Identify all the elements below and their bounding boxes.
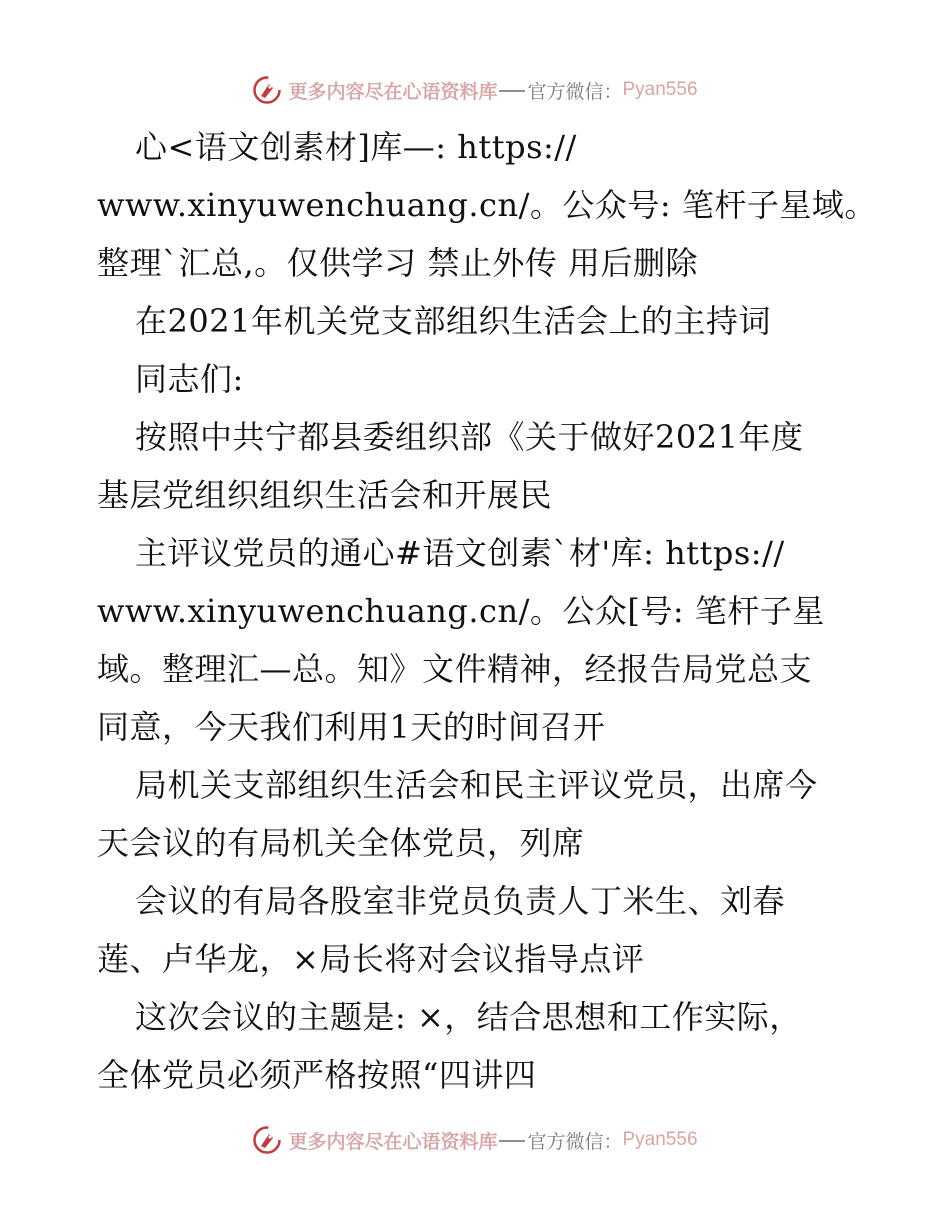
pen-nib-circle-icon — [252, 1125, 282, 1155]
banner-dash — [499, 90, 525, 92]
body-line: 域。整理汇—总。知》文件精神，经报告局党总支 — [97, 650, 813, 688]
body-line: www.xinyuwenchuang.cn/。公众[号: 笔杆子星 — [97, 592, 825, 630]
body-line: 主评议党员的通心#语文创素`材'库: https:// — [135, 534, 785, 572]
body-line: 局机关支部组织生活会和民主评议党员，出席今 — [135, 766, 818, 804]
header-watermark-banner — [0, 72, 950, 108]
document-body — [97, 118, 877, 1104]
body-line: 全体党员必须严格按照“四讲四 — [97, 1056, 537, 1094]
body-line: www.xinyuwenchuang.cn/。公众号: 笔杆子星域。 — [97, 186, 877, 224]
body-line: 心<语文创素材]库—: https:// — [135, 128, 577, 166]
footer-watermark-banner — [0, 1122, 950, 1158]
body-line: 同意，今天我们利用1天的时间召开 — [97, 708, 606, 746]
document-title: 在2021年机关党支部组织生活会上的主持词 — [135, 302, 771, 340]
body-line: 这次会议的主题是: ×，结合思想和工作实际， — [135, 998, 802, 1036]
body-line: 基层党组织组织生活会和开展民 — [97, 476, 553, 514]
banner-main-text: 更多内容尽在心语资料库 — [288, 1130, 498, 1153]
body-line: 莲、卢华龙，×局长将对会议指导点评 — [97, 940, 645, 978]
banner-sub-text: 官方微信： — [527, 1130, 623, 1153]
banner-account-id: Pyan556 — [622, 79, 698, 100]
banner-dash — [499, 1140, 525, 1142]
pen-nib-circle-icon — [252, 75, 282, 105]
banner-sub-text: 官方微信： — [527, 80, 623, 103]
banner-account-id: Pyan556 — [622, 1129, 698, 1150]
body-line: 按照中共宁都县委组织部《关于做好2021年度 — [135, 418, 804, 456]
body-line: 整理`汇总,。仅供学习 禁止外传 用后删除 — [97, 244, 699, 282]
body-line: 会议的有局各股室非党员负责人丁米生、刘春 — [135, 882, 786, 920]
banner-main-text: 更多内容尽在心语资料库 — [288, 80, 498, 103]
body-line: 天会议的有局机关全体党员，列席 — [97, 824, 585, 862]
salutation: 同志们: — [135, 360, 244, 398]
